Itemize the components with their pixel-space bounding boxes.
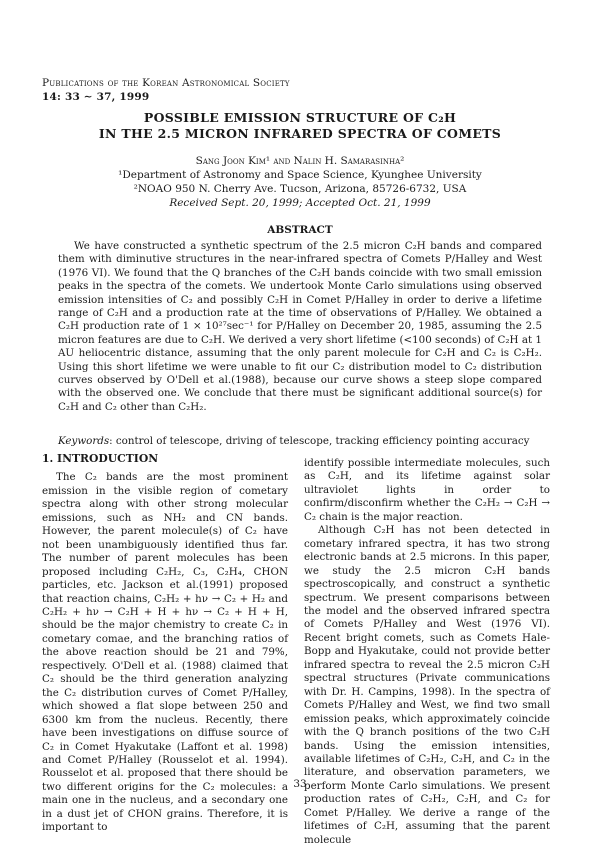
keywords-text: : control of telescope, driving of telescope, tracking efficiency pointing accuracy (109, 435, 530, 447)
title-line-1: POSSIBLE EMISSION STRUCTURE OF C₂H (143, 110, 457, 125)
journal-volume: 14: 33 ∼ 37, 1999 (42, 91, 150, 103)
abstract-text: We have constructed a synthetic spectrum of the 2.5 micron C₂H bands and compared them with diminutive structures in the near-infrared spectra of Comets P/Halley and West (1976 VI). We found that the Q branches of the C₂H bands coincide with two small emission peaks in the spectra of the comets. We undertook Monte Carlo simulations using observed emission intensities of C₂ and possibly C₂H in Comet P/Halley in order to derive a lifetime range of C₂H and a production rate at the time of observations of P/Halley. We obtained a C₂H production rate of 1 × 10²⁷sec⁻¹ for P/Halley on December 20, 1985, assuming the 2.5 micron features are due to C₂H. We derived a very short lifetime (<100 seconds) of C₂H at 1 AU heliocentric distance, assuming that the only parent molecule for C₂H and C₂ is C₂H₂. Using this short lifetime we were unable to fit our C₂ distribution model to C₂ distribution curves observed by O'Dell et al.(1988), because our curve shows a steep slope compared with the observed one. We conclude that there must be significant additional source(s) for C₂H and C₂ other than C₂H₂. (58, 240, 542, 413)
affiliation-2: ²NOAO 950 N. Cherry Ave. Tucson, Arizona, 85726-6732, USA (133, 183, 467, 195)
intro-paragraph-1: The C₂ bands are the most prominent emission in the visible region of cometary spectra along with other strong molecular emissions, such as NH₂ and CN bands. However, the parent molecule(s) of C₂ have not been unambiguously identified thus far. The number of parent molecules has been proposed including C₂H₂, C₃, C₂H₄, CHON particles, etc. Jackson et al.(1991) proposed that reaction chains, C₂H₂ + hν → C₂ + H₂ and C₂H₂ + hν → C₂H + H + hν → C₂ + H + H, should be the major chemistry to create C₂ in cometary comae, and the branching ratios of the above reaction should be 21 and 79%, respectively. O'Dell et al. (1988) claimed that C₂ should be the third generation analyzing the C₂ distribution curves of Comet P/Halley, which showed a flat slope between 250 and 6300 km from the nucleus. Recently, there have been investigations on diffuse source of C₂ in Comet Hyakutake (Laffont et al. 1998) and Comet P/Halley (Rousselot et al. 1994). Rousselot et al. proposed that there should be two different origins for the C₂ molecules: a main one in the nucleus, and a secondary one in a dust jet of CHON grains. Therefore, it is important to (42, 471, 288, 834)
received-dates: Received Sept. 20, 1999; Accepted Oct. 21, 1999 (169, 197, 431, 209)
author-names: Sang Joon Kim¹ and Nalin H. Samarasinha² (195, 155, 405, 167)
affiliation-1: ¹Department of Astronomy and Space Science, Kyunghee University (118, 169, 482, 181)
keywords-label: Keywords (58, 435, 110, 447)
intro-paragraph-2: Although C₂H has not been detected in cometary infrared spectra, it has two strong electronic bands at 2.5 microns. In this paper, we study the 2.5 micron C₂H bands spectroscopically, and construct a synthetic spectrum. We present comparisons between the model and the observed infrared spectra of Comets P/Halley and West (1976 VI). Recent bright comets, such as Comets Hale-Bopp and Hyakutake, could not provide better infrared spectra to reveal the 2.5 micron C₂H spectral structures (Private communications with Dr. H. Campins, 1998). In the spectra of Comets P/Halley and West, we find two small emission peaks, which approximately coincide with the Q branch positions of the two C₂H bands. Using the emission intensities, available lifetimes of C₂H₂, C₂H, and C₂ in the literature, and observation parameters, we perform Monte Carlo simulations. We present production rates of C₂H₂, C₂H, and C₂ for Comet P/Halley. We derive a range of the lifetimes of C₂H, assuming that the parent molecule (304, 524, 550, 846)
paper-title (0, 110, 600, 142)
keywords (58, 435, 542, 448)
section-heading: 1. INTRODUCTION (42, 452, 159, 465)
title-line-2: IN THE 2.5 MICRON INFRARED SPECTRA OF COMETS (98, 126, 502, 141)
journal-name: Publications of the Korean Astronomical Society (42, 77, 290, 89)
page-number: 33 (293, 778, 307, 790)
abstract-heading: ABSTRACT (267, 224, 333, 236)
journal-header (42, 76, 290, 104)
author-block (0, 154, 600, 210)
intro-paragraph-1-cont: identify possible intermediate molecules, such as C₂H, and its lifetime against solar ultraviolet lights in order to confirm/disconfirm whether the C₂H₂ → C₂H → C₂ chain is the major reaction. (304, 457, 550, 523)
